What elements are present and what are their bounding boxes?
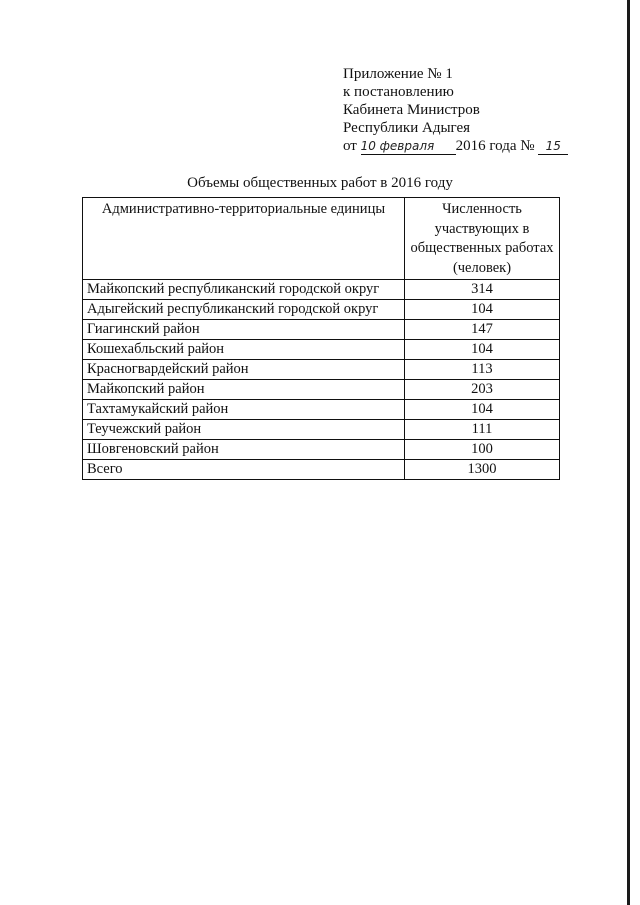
date-year-text: 2016 года №: [455, 138, 535, 154]
table-total-row: [83, 460, 560, 480]
number-fill-field: [538, 139, 568, 155]
column-header-unit: Административно-территориальные единицы: [83, 198, 405, 280]
row-name: Гиагинский район: [83, 320, 405, 340]
row-name: Тахтамукайский район: [83, 400, 405, 420]
row-value: 113: [405, 360, 560, 380]
appendix-authority-line: Кабинета Министров: [343, 102, 480, 118]
public-works-table: [82, 197, 560, 480]
row-value: 100: [405, 440, 560, 460]
table-row: [83, 380, 560, 400]
document-number: 15: [545, 139, 561, 153]
table-body: [83, 280, 560, 480]
row-name: Шовгеновский район: [83, 440, 405, 460]
row-value: 147: [405, 320, 560, 340]
row-name: Адыгейский республиканский городской округ: [83, 300, 405, 320]
appendix-number: Приложение № 1: [343, 66, 453, 82]
row-name: Майкопский республиканский городской округ: [83, 280, 405, 300]
appendix-header: [343, 65, 583, 155]
table-row: [83, 360, 560, 380]
total-label: Всего: [83, 460, 405, 480]
scan-edge-line: [627, 0, 630, 905]
date-fill-field: [361, 139, 456, 155]
column-header-count: Численность участвующих в общественных работах (человек): [405, 198, 560, 280]
row-value: 104: [405, 340, 560, 360]
row-value: 203: [405, 380, 560, 400]
appendix-region-line: Республики Адыгея: [343, 120, 471, 136]
table-header-row: [83, 198, 560, 280]
table-row: [83, 440, 560, 460]
row-value: 111: [405, 420, 560, 440]
appendix-ref-line: к постановлению: [343, 84, 454, 100]
date-month: февраля: [379, 139, 435, 153]
table-row: [83, 320, 560, 340]
table-row: [83, 300, 560, 320]
table-row: [83, 420, 560, 440]
document-title: Объемы общественных работ в 2016 году: [187, 175, 453, 191]
date-prefix: от: [343, 138, 357, 154]
row-name: Красногвардейский район: [83, 360, 405, 380]
table-row: [83, 340, 560, 360]
row-value: 314: [405, 280, 560, 300]
row-name: Майкопский район: [83, 380, 405, 400]
row-value: 104: [405, 400, 560, 420]
total-value: 1300: [405, 460, 560, 480]
date-day: 10: [360, 139, 376, 153]
row-name: Кошехабльский район: [83, 340, 405, 360]
appendix-date-line: [343, 137, 583, 155]
table-row: [83, 280, 560, 300]
row-name: Теучежский район: [83, 420, 405, 440]
row-value: 104: [405, 300, 560, 320]
table-row: [83, 400, 560, 420]
